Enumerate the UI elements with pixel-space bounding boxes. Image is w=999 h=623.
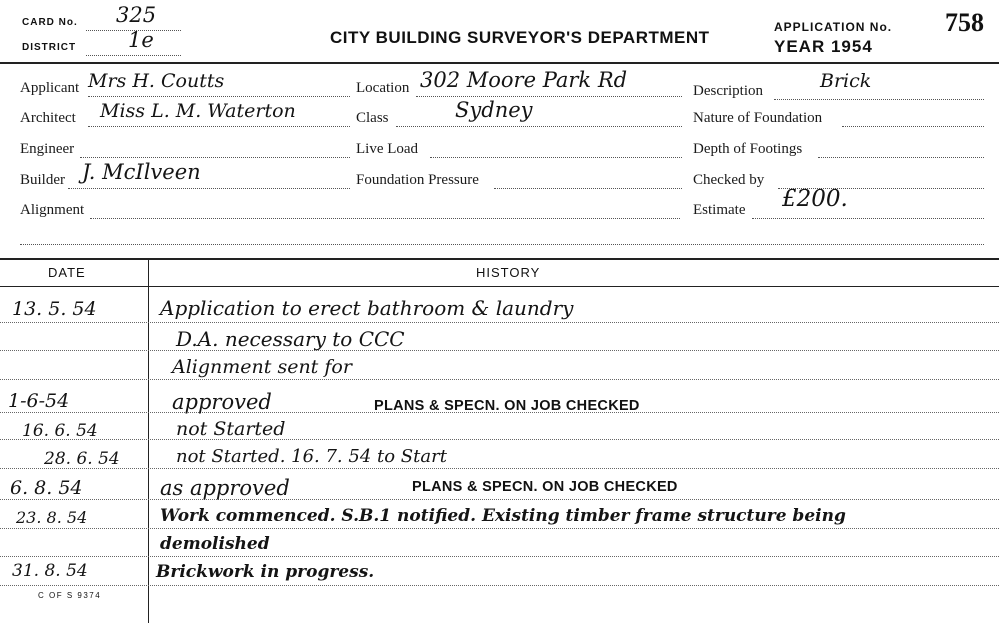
location-value: 302 Moore Park Rd <box>420 68 628 92</box>
history-text: demolished <box>160 534 270 554</box>
application-no-label: APPLICATION No. <box>774 20 893 34</box>
department-title: CITY BUILDING SURVEYOR'S DEPARTMENT <box>330 28 710 47</box>
class-label: Class <box>356 110 389 126</box>
history-stamp: PLANS & SPECN. ON JOB CHECKED <box>374 398 640 414</box>
history-text: Application to erect bathroom & laundry <box>160 296 574 320</box>
district-line <box>86 55 181 56</box>
date-header: DATE <box>48 265 86 280</box>
history-text: approved <box>172 390 272 414</box>
history-text: D.A. necessary to CCC <box>176 327 405 351</box>
engineer-label: Engineer <box>20 141 75 157</box>
fields-divider <box>0 258 999 260</box>
history-rule <box>0 322 999 323</box>
architect-line <box>88 126 350 127</box>
history-rule <box>0 585 999 586</box>
applicant-value: Mrs H. Coutts <box>88 70 225 92</box>
location-label: Location <box>356 80 410 96</box>
year-label: YEAR 1954 <box>774 37 873 56</box>
card-no-value: 325 <box>116 3 157 27</box>
checked-by-label: Checked by <box>693 172 765 188</box>
district-label: DISTRICT <box>22 42 77 53</box>
estimate-value: £200. <box>782 186 848 212</box>
depth-of-footings-label: Depth of Footings <box>693 141 803 157</box>
history-text: not Started. 16. 7. 54 to Start <box>176 446 447 467</box>
date-column-divider <box>148 260 149 623</box>
nature-of-foundation-line <box>842 126 984 127</box>
builder-line <box>68 188 350 189</box>
applicant-label: Applicant <box>20 80 80 96</box>
history-rule <box>0 556 999 557</box>
history-header-underline <box>0 286 999 287</box>
history-text: Work commenced. S.B.1 notified. Existing timber frame structure being <box>160 506 846 526</box>
history-rule <box>0 350 999 351</box>
foundation-pressure-line <box>494 188 682 189</box>
class-line <box>396 126 682 127</box>
live-load-label: Live Load <box>356 141 419 157</box>
depth-of-footings-line <box>818 157 984 158</box>
history-rule <box>0 379 999 380</box>
history-header: HISTORY <box>476 265 541 280</box>
builder-label: Builder <box>20 172 65 188</box>
history-date: 13. 5. 54 <box>12 298 97 320</box>
form-code: C OF S 9374 <box>38 591 102 600</box>
architect-label: Architect <box>20 110 76 126</box>
location-line <box>416 96 682 97</box>
history-text: as approved <box>160 476 290 500</box>
history-date: 31. 8. 54 <box>12 561 88 581</box>
live-load-line <box>430 157 682 158</box>
history-rule <box>0 499 999 500</box>
history-text: not Started <box>176 418 286 440</box>
application-no-value: 758 <box>945 8 984 37</box>
nature-of-foundation-label: Nature of Foundation <box>693 110 823 126</box>
description-label: Description <box>693 83 763 99</box>
district-value: 1e <box>128 28 154 52</box>
history-text: Alignment sent for <box>172 356 352 378</box>
foundation-pressure-label: Foundation Pressure <box>356 172 479 188</box>
fields-bottom-line <box>20 244 984 245</box>
history-date: 28. 6. 54 <box>44 449 120 469</box>
architect-value: Miss L. M. Waterton <box>100 100 296 122</box>
history-stamp: PLANS & SPECN. ON JOB CHECKED <box>412 479 678 495</box>
builder-value: J. McIlveen <box>82 160 201 184</box>
description-value: Brick <box>820 70 872 92</box>
class-value: Sydney <box>455 98 533 122</box>
alignment-label: Alignment <box>20 202 85 218</box>
card-no-label: CARD No. <box>22 17 78 28</box>
history-text: Brickwork in progress. <box>156 562 375 582</box>
estimate-label: Estimate <box>693 202 746 218</box>
history-date: 6. 8. 54 <box>10 477 83 499</box>
history-date: 1-6-54 <box>8 390 70 412</box>
alignment-line <box>90 218 680 219</box>
history-date: 23. 8. 54 <box>16 508 88 527</box>
applicant-line <box>88 96 350 97</box>
header-divider <box>0 62 999 64</box>
history-rule <box>0 468 999 469</box>
estimate-line <box>752 218 984 219</box>
history-rule <box>0 439 999 440</box>
history-date: 16. 6. 54 <box>22 421 98 441</box>
description-line <box>774 99 984 100</box>
history-rule <box>0 528 999 529</box>
engineer-line <box>80 157 350 158</box>
